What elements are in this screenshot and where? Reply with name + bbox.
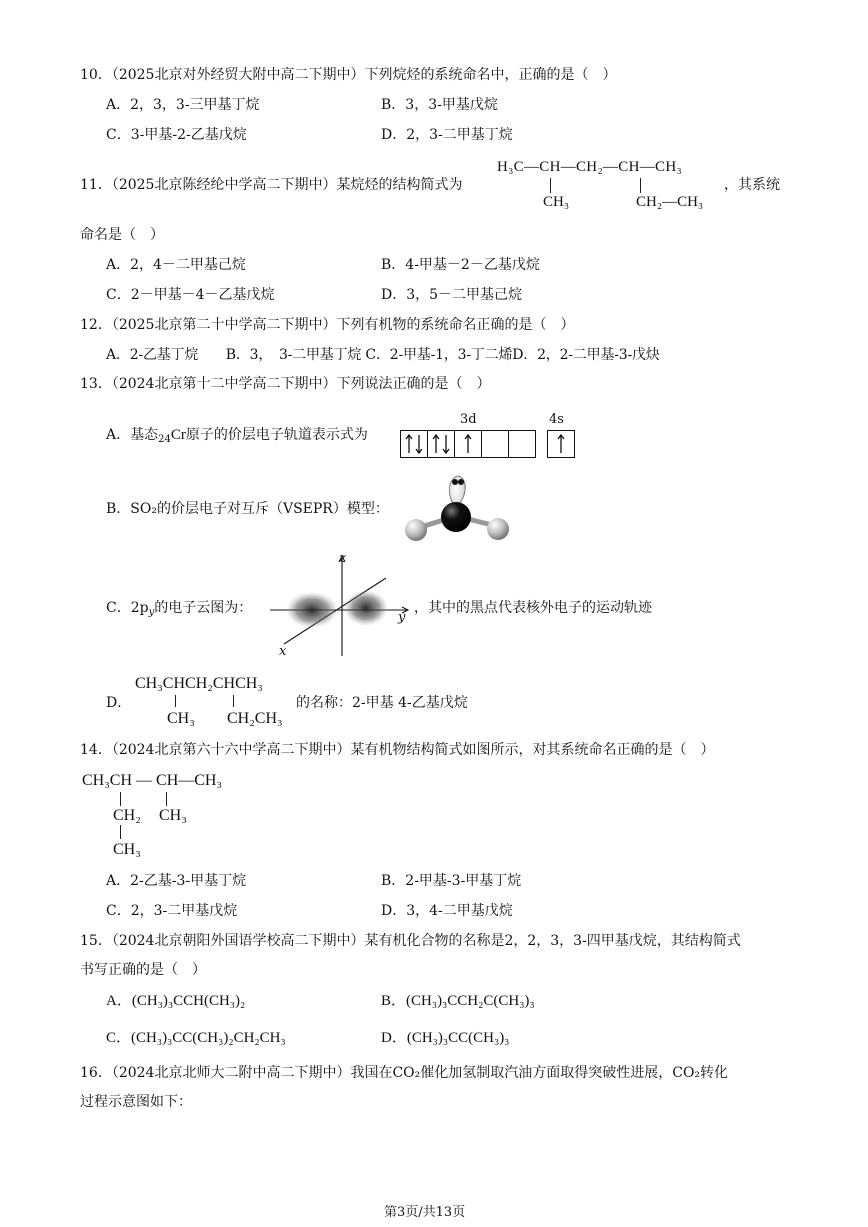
q13-option-c[interactable]: C．$2p_y$的电子云图为： (106, 600, 253, 618)
q14-branch-ch3-end: CH₃ (113, 841, 141, 858)
q11-option-a[interactable]: A．2，4－二甲基己烷 (106, 257, 246, 273)
q10-option-a[interactable]: A．2，3，3-三甲基丁烷 (106, 97, 260, 113)
q13-option-a[interactable]: A．基态$_{24}$Cr原子的价层电子轨道表示式为 (106, 427, 368, 445)
orbital-box-4s (547, 430, 575, 458)
orbital-box (454, 430, 482, 458)
orbital-box-empty (481, 430, 509, 458)
q10-option-d[interactable]: D．2，3-二甲基丁烷 (381, 127, 513, 143)
q16-stem-continued: 过程示意图如下： (80, 1094, 192, 1110)
orbital-box-empty (508, 430, 536, 458)
q13-d-branch-1: CH₃ (167, 710, 195, 727)
q14-branch-ch3: CH₃ (159, 807, 187, 824)
up-arrow-icon (455, 431, 481, 457)
q13-d-branch-2: CH₂CH₃ (227, 710, 283, 727)
q12-stem: 12．（2025北京第二十中学高二下期中）下列有机物的系统命名正确的是（ ） (80, 317, 575, 333)
q15-option-b[interactable]: B．(CH₃)₃CCH₂C(CH₃)₃ (381, 993, 535, 1009)
axis-x-label: x (279, 644, 287, 659)
q14-option-b[interactable]: B．2-甲基-3-甲基丁烷 (381, 873, 522, 889)
paired-arrows-icon (428, 431, 454, 457)
q14-bond-line (120, 792, 121, 806)
electron-cloud-2py-icon (268, 552, 414, 660)
q13-d-bond-line (175, 695, 176, 707)
q13-d-structure-main-chain: CH₃CHCH₂CHCH₃ (135, 675, 263, 692)
q14-option-c[interactable]: C．2，3-二甲基戊烷 (106, 903, 238, 919)
q12-options[interactable]: A．2-乙基丁烷 B．3， 3-二甲基丁烷 C．2-甲基-1，3-丁二烯D．2，2-二甲基-3-戊炔 (106, 347, 660, 363)
q15-option-d[interactable]: D．(CH₃)₃CC(CH₃)₃ (381, 1030, 510, 1046)
page-number: 第3页/共13页 (384, 1205, 466, 1220)
q11-bond-line (550, 178, 551, 193)
label-4s: 4s (549, 412, 564, 427)
q11-stem-continued: 命名是（ ） (80, 227, 164, 243)
q13-option-b[interactable]: B．SO₂的价层电子对互斥（VSEPR）模型： (106, 501, 389, 517)
q15-option-a[interactable]: A．(CH₃)₃CCH(CH₃)₂ (106, 993, 246, 1009)
axis-y-label: y (398, 610, 406, 625)
q15-stem-continued: 书写正确的是（ ） (80, 962, 206, 978)
q13-d-bond-line (233, 695, 234, 707)
q10-option-b[interactable]: B．3，3-甲基戊烷 (381, 97, 498, 113)
q13-option-c-tail: ，其中的黑点代表核外电子的运动轨迹 (414, 600, 652, 616)
q11-bond-line (640, 178, 641, 193)
q13-option-d[interactable]: D． (106, 695, 132, 711)
q14-branch-ch2: CH₂ (113, 807, 141, 824)
q11-structure-branch-2: CH₂—CH₃ (636, 194, 704, 210)
orbital-box (400, 430, 428, 458)
q16-stem: 16．（2024北京北师大二附中高二下期中）我国在CO₂催化加氢制取汽油方面取得突破性进展，CO₂转化 (80, 1065, 729, 1081)
q11-structure-branch-1: CH₃ (543, 194, 570, 210)
label-3d: 3d (460, 412, 477, 427)
q10-option-c[interactable]: C．3-甲基-2-乙基戊烷 (106, 127, 247, 143)
q13-stem: 13．（2024北京第十二中学高二下期中）下列说法正确的是（ ） (80, 376, 491, 392)
vsepr-model-icon (398, 468, 516, 548)
q14-option-d[interactable]: D．3，4-二甲基戊烷 (381, 903, 513, 919)
orbital-box (427, 430, 455, 458)
q11-option-c[interactable]: C．2－甲基－4－乙基戊烷 (106, 287, 275, 303)
q10-stem: 10．（2025北京对外经贸大附中高二下期中）下列烷烃的系统命名中，正确的是（ ） (80, 67, 617, 83)
q11-option-b[interactable]: B．4-甲基－2－乙基戊烷 (381, 257, 540, 273)
q15-stem: 15．（2024北京朝阳外国语学校高二下期中）某有机化合物的名称是2，2，3，3-四甲基戊烷，其结构简式 (80, 933, 741, 949)
q11-structure-main-chain: H₃C—CH—CH₂—CH—CH₃ (497, 159, 682, 175)
q14-bond-line (120, 825, 121, 839)
axis-z-label: z (339, 551, 346, 566)
q11-stem-tail: ，其系统 (724, 177, 780, 193)
q15-option-c[interactable]: C．(CH₃)₃CC(CH₃)₂CH₂CH₃ (106, 1030, 286, 1046)
q11-stem: 11．（2025北京陈经纶中学高二下期中）某烷烃的结构简式为 (80, 177, 463, 193)
up-arrow-icon (548, 431, 574, 457)
paired-arrows-icon (401, 431, 427, 457)
q13-option-d-tail: 的名称：2-甲基 4-乙基戊烷 (296, 695, 468, 711)
q11-option-d[interactable]: D．3，5－二甲基己烷 (381, 287, 523, 303)
q14-stem: 14．（2024北京第六十六中学高二下期中）某有机物结构简式如图所示，对其系统命名正确的是（ ） (80, 742, 715, 758)
q14-bond-line (166, 792, 167, 806)
q14-option-a[interactable]: A．2-乙基-3-甲基丁烷 (106, 873, 247, 889)
q14-structure-main-chain: CH₃CH — CH—CH₃ (82, 772, 223, 789)
